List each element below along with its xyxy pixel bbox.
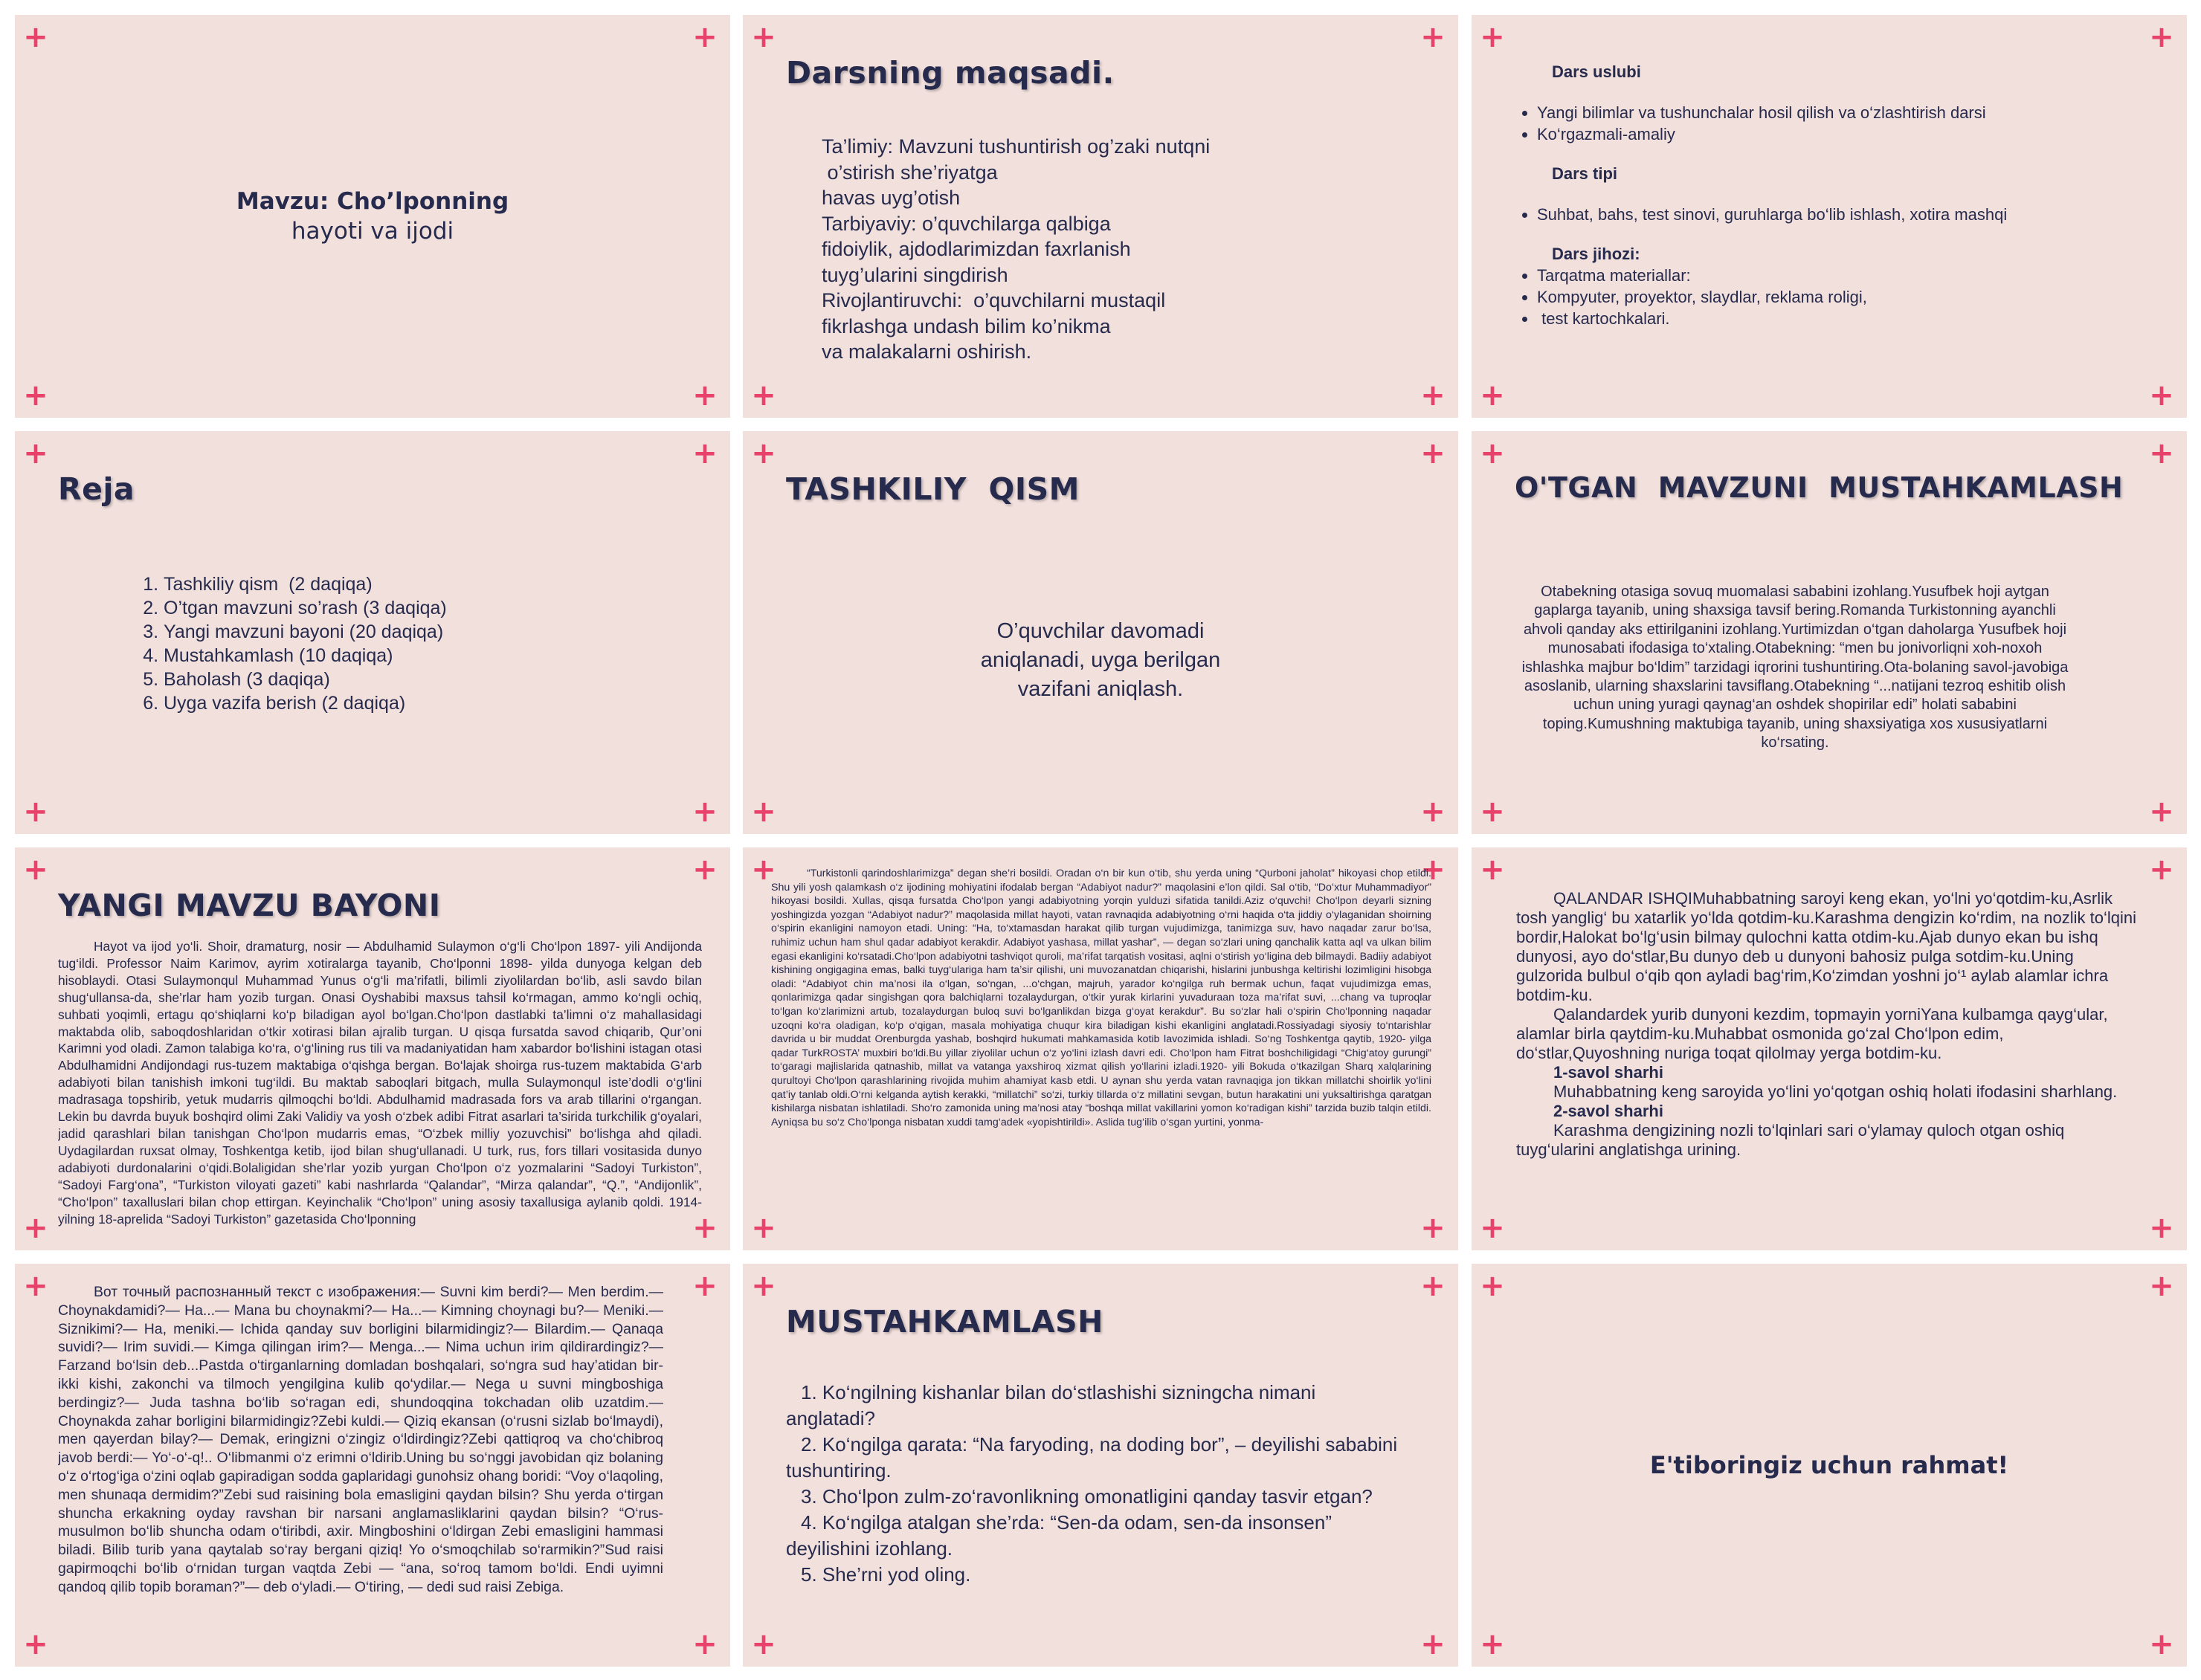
plan-item: 6. Uyga vazifa berish (2 daqiqa)	[164, 691, 447, 715]
plus-icon: +	[2149, 1269, 2174, 1303]
slide-11	[743, 1264, 1458, 1667]
slide-10	[15, 1264, 730, 1667]
plus-icon: +	[1480, 795, 1505, 829]
plan-item: 3. Yangi mavzuni bayoni (20 daqiqa)	[164, 620, 447, 644]
slide-body	[58, 1283, 663, 1655]
section-heading: Dars uslubi	[1552, 62, 1641, 81]
plus-icon: +	[751, 1269, 776, 1303]
plus-icon: +	[692, 1269, 718, 1303]
slide-body: Otabekning otasiga sovuq muomalasi sababini izohlang.Yusufbek hoji aytgan gaplarga tayanib, uning shaxsiga tavsif bering.Romanda Turkistonning ayanchli ahvoli qanday aks ettirilganini izohlang.Yurtimizdan o‘tgan daholarga Yusufbek hoji munosabati ifodasiga to‘xtaling.Otabekning: “men bu jonivorliqni xoh-noxoh ishlashka majbur bo‘ldim” tarzidagi iqrorini tushuntiring.Ota-bolaning savol-javobiga asoslanib, ularning shaxslarini tavsiflang.Otabekning “...natijani tezroq eshitib olish uchun uning yuragi qaynag‘an oshdek shopirilar edi” holati sababini toping.Kumushning maktubiga tayanib, uning shaxsiyatiga xos xususiyatlarni ko‘rsating.	[1521, 584, 2069, 752]
plus-icon: +	[751, 795, 776, 829]
plus-icon: +	[1480, 1211, 1505, 1245]
slide-7	[15, 847, 730, 1250]
plus-icon: +	[751, 20, 776, 54]
plus-icon: +	[23, 1211, 48, 1245]
slide-title: Mavzu: Cho’lponning	[236, 188, 509, 215]
thank-you-text: E'tiboringiz uchun rahmat!	[1649, 1451, 2009, 1479]
plan-list	[134, 572, 447, 715]
plan-item: 5. Baholash (3 daqiqa)	[164, 668, 447, 691]
section-heading: Dars tipi	[1552, 164, 1618, 183]
plus-icon: +	[1420, 20, 1446, 54]
slide-title: Darsning maqsadi.	[786, 55, 1115, 91]
poem-paragraph: QALANDAR ISHQIMuhabbatning saroyi keng ekan, yo‘lni yo‘qotdim-ku,Asrlik tosh yanglig‘ bu xatarlik yo‘lda qotdim-ku.Karashma dengizin ko‘rdim, na nozlik to‘lqini bordir,Halokat bo‘lg‘usin bilmay qulochni katta otdim-ku.Ajab dunyo ekan bu ishq dunyosi, ayo do‘stlar,Bu dunyo deb u dunyoni bahosiz pulga sotdim-ku.Uning gulzorida bulbul o‘qib qon ayladi bag‘rim,Ko‘zimdan yoshni jo‘¹ aylab alamlar ichra botdim-ku.	[1516, 889, 2136, 1004]
plus-icon: +	[751, 1627, 776, 1661]
slide-3	[1472, 15, 2187, 418]
slide-12-content	[1472, 1264, 2187, 1667]
goal-line: o’stirish she’riyatga	[822, 161, 998, 184]
question-item: 1. Ko‘ngilning kishanlar bilan do‘stlashishi sizningcha nimani anglatadi?	[786, 1381, 1316, 1429]
question-label: 1-savol sharhi	[1553, 1063, 1663, 1082]
plus-icon: +	[692, 1211, 718, 1245]
plus-icon: +	[1420, 795, 1446, 829]
goal-line: Rivojlantiruvchi: o’quvchilarni mustaqil	[822, 289, 1166, 311]
list-item: • Ko‘rgazmali-amaliy	[1537, 123, 2007, 145]
poem-text	[1516, 889, 2141, 1160]
plus-icon: +	[751, 1211, 776, 1245]
body-line: O’quvchilar davomadi	[996, 619, 1205, 643]
body-text: Вот точный распознанный текст с изображения:— Suvni kim berdi?— Men berdim.— Choynakdamidi?— Ha...— Mana bu choynakmi?— Ha...— Kimning choynagi bu?— Meniki.— Siznikimi?— Ha, meniki.— Ichida qanday suv borligini bilarmidingiz?— Bilardim.— Qanaqa suvidi?— Irim suvidi.— Kimga qilingan irim?— Menga...— Nima uchun irim qildirardingiz?— Farzand bo‘lsin deb...Pastda o‘tirganlarning domladan boshqalari, so‘ngra sud hay’atidan bir-ikki kishi, zakonchi va tilmoch yengilgina kulib qo‘ydilar.— Nega u suvni mingboshiga berdingiz?— Juda tashna bo‘lib so‘ragan edi, shundoqqina tokchadan olib uzatdim.— Choynakda zahar borligini bilarmidingiz?Zebi kuldi.— Qiziq ekansan (o‘rusni sizlab bo‘lmaydi), men qayerdan bilay?— Demak, eringizni o‘zingiz o‘ldirdingiz?Zebi qattiqroq va cho‘chibroq javob berdi:— Yo‘-o‘-q!.. O‘libmanmi o‘z erimni o‘ldirib.Uning bu so‘nggi javobidan qiz bolaning o‘z o‘rtog‘iga o‘zini oqlab gapiradigan sodda gaplaridagi gunohsiz ohang boridi: “Voy o‘laqoling, men shunaqa dermidim?”Zebi sud raisining bola emasligini qaydan bilsin? Shu yerda o‘tirgan shuncha erkakning oyday ravshan bir narsani anglamasliklarini qaydan bilsin? “O‘rus-musulmon bo‘lib shuncha odam o‘tiribdi, axir. Mingboshini o‘ldirgan Zebi emasligini hammasi biladi. Bilib turib yana qaytalab so‘ray bergani qiziq! Yo o‘smoqchilab so‘rarmikin?”Sud raisi gapirmoqchi bo‘lib o‘rnidan turgan vaqtda Zebi — “ana, so‘roq tamom bo‘ldi. Endi uyimni qandoq qilib topib boraman?”— deb o‘yladi.— O‘tiring, — dedi sud raisi Zebiga.	[58, 1284, 663, 1595]
plus-icon: +	[1420, 853, 1446, 887]
body-text: “Turkistonli qarindoshlarimizga” degan she’ri bosildi. Oradan o‘n bir kun o‘tib, shu yerda uning “Qurboni jaholat” hikoyasi chop etildi. Shu yili yosh qalamkash o‘z ijodining mohiyatini ifodalab bergan “Adabiyot nadur?” maqolasini e’lon qildi. Sal o‘tib, “Do‘xtur Muhammadiyor” hikoyasi bosildi. Xullas, qisqa fursatda Cho‘lpon yangi adabiyotning yorqin yulduzi sifatida tanildi.Aziz o‘quvchi! Cho‘lpon deyarli sizning yoshingizda yozgan “Adabiyot nadur?” maqolasida millat hayoti, vatan ravnaqida adabiyotning o‘rni haqida o‘ta jiddiy o‘ylaganidan shoirning o‘spirin ekanligini namoyon etadi. Uning: “Ha, to‘xtamasdan harakat qilib turgan vujudimizga, tanimizga suv, havo naqadar zarur bo‘lsa, ruhimiz uchun ham shul qadar adabiyot kerakdir. Adabiyot yashasa, millat yashar”, — degan so‘zlari uning qanchalik katta aql va ulkan bilim egasi ekanligini ko‘rsatadi.Cho‘lpon adabiyotni tashviqot quroli, ma’rifat tarqatish vositasi, aqlni o‘stirish yo‘ligina deb bilmaydi. Badiiy adabiyot kishining ongigagina emas, balki tuyg‘ulariga ham ta’sir qilishi, uni muvozanatdan chiqarishi, hislarini junbushga keltirishi lozimligini hisobga oladi: “Adabiyot chin ma’nosi ila o‘lgan, so‘ngan, ...o‘chgan, majruh, yarador ko‘ngilga ruh bermak uchun, faqat vujudimizga emas, qonlarimizga qadar singishgan qora balchiqlarni tozalaydurgan, o‘tkir yurak kirlarini yuvaduraan toza ma’rifat suvi, ...chang va tuproqlar to‘lgan ko‘zlarimizni artub, tozalaydurgan buloq suvi bo‘lganlikdan bizga g‘oyat kerakdur”. Bu so‘zlar hali o‘spirin Cho‘lponning naqadar uzoqni ko‘ra oladigan, ko‘p o‘qigan, masala mohiyatiga chuqur kira biladigan kishi ekanligini anglatadi.Rossiyadagi siyosiy to‘ntarishlar davrida u bir muddat Orenburgda yashab, boshqird hukumati mahkamasida kotib lavozimida ishladi. So‘ng Toshkentga qaytib, 1920- yilga qadar TurkROSTA’ muxbiri bo‘ldi.Bu yillar ziyolilar uchun o‘z yo‘lini izlash davri edi. Cho‘lpon ham Fitrat boshchiligidagi “Chig‘atoy gurungi” to‘garagi majlislarida qatnashib, millat va vatanga yaxshiroq xizmat qilish yo‘llarini izladi.1920- yili Bokuda o‘tkazilgan Sharq xalqlarining qurultoyi Cho‘lpon qarashlarining rivojida muhim ahamiyat kasb etdi. U aynan shu yerda vatan ravnaqiga jon tikkan millatchi shoirlik yo‘lini qat’iy tanlab oldi.O‘rni kelganda aytish kerakki, “millatchi” so‘zi, turkiy tillarda o‘z millatini sevgan, butun harakatini uni yuksaltirishga qaratgan kishilarga nisbatan ishlatiladi. Sho‘ro zamonida uning ma’nosi atay “boshqa millat vakillarini yomon ko‘radigan kishi” tarzida buzib talqin etildi. Ayniqsa bu so‘z Cho‘lponga nisbatan xuddi tamg‘adek «yopishtirildi». Aslida tug‘ilib o‘sgan yurtini, yonma-	[771, 868, 1431, 1128]
plan-item: 4. Mustahkamlash (10 daqiqa)	[164, 644, 447, 668]
plus-icon: +	[692, 20, 718, 54]
plus-icon: +	[1480, 1269, 1505, 1303]
plus-icon: +	[751, 378, 776, 413]
slide-title: TASHKILIY QISM	[786, 471, 1080, 507]
list-item: • test kartochkalari.	[1537, 308, 2007, 329]
plus-icon: +	[2149, 436, 2174, 471]
list-item: • Suhbat, bahs, test sinovi, guruhlarga bo‘lib ishlash, xotira mashqi	[1537, 204, 2007, 225]
slide-6	[1472, 431, 2187, 834]
plus-icon: +	[2149, 795, 2174, 829]
plus-icon: +	[23, 378, 48, 413]
plus-icon: +	[692, 795, 718, 829]
plus-icon: +	[692, 436, 718, 471]
plus-icon: +	[2149, 853, 2174, 887]
uslub-list	[1512, 102, 2007, 145]
question-label: 2-savol sharhi	[1553, 1102, 1663, 1120]
slide-title: MUSTAHKAMLASH	[786, 1304, 1103, 1340]
goal-line: tuyg’ularini singdirish	[822, 263, 1008, 286]
plus-icon: +	[1480, 1627, 1505, 1661]
body-line: aniqlanadi, uyga berilgan	[980, 648, 1221, 672]
question-item: 2. Ko‘ngilga qarata: “Na faryoding, na doding bor”, – deyilishi sababini tushuntiring.	[786, 1433, 1398, 1482]
plus-icon: +	[2149, 378, 2174, 413]
slide-1-content	[15, 15, 730, 418]
question-item: 5. She’rni yod oling.	[801, 1563, 971, 1586]
plus-icon: +	[692, 853, 718, 887]
tipi-list	[1512, 204, 2007, 225]
slide-9	[1472, 847, 2187, 1250]
plus-icon: +	[1420, 436, 1446, 471]
slide-2	[743, 15, 1458, 418]
plan-item: 1. Tashkiliy qism (2 daqiqa)	[164, 572, 447, 596]
plus-icon: +	[692, 1627, 718, 1661]
plus-icon: +	[751, 436, 776, 471]
slide-1	[15, 15, 730, 418]
question-item: 3. Cho‘lpon zulm-zo‘ravonlikning omonatligini qanday tasvir etgan?	[801, 1485, 1373, 1508]
goal-line: Ta’limiy: Mavzuni tushuntirish og’zaki nutqni	[822, 135, 1211, 158]
plus-icon: +	[1480, 436, 1505, 471]
plus-icon: +	[1480, 378, 1505, 413]
plus-icon: +	[751, 853, 776, 887]
body-text: Hayot va ijod yo‘li. Shoir, dramaturg, nosir — Abdulhamid Sulaymon o‘g‘li Cho‘lpon 1897- yili Andijonda tug‘ildi. Professor Naim Karimov, ayrim xotiralarga tayanib, Cho‘lponni 1898- yilda dunyoga kelgan deb hisoblaydi. Otasi Sulaymonqul Muhammad Yunus o‘g‘li ma’rifatli, bilimli ziyolilardan bo‘lib, asli savdo bilan shug‘ullansa-da, she’rlar ham yozib turgan. Onasi Oyshabibi maxsus tahsil ko‘rmagan, ammo ko‘ngli ochiq, suhbati yoqimli, ertagu qo‘shiqlarni ko‘p biladigan ayol bo‘lgan.Cho‘lpon dastlabki ta’limni o‘z mahallasidagi maktabda olib, saboqdoshlaridan o‘tkir xotirasi bilan ajralib turgan. U qisqa fursatda savod chiqarib, Qur’oni Karimni yod oladi. Zamon talabiga ko‘ra, o‘g‘lining rus tili va madaniyatidan ham xabardor bo‘lishini istagan otasi Abdulhamidni Andijondagi rus-tuzem maktabiga o‘qishga bergan. Bo‘lajak shoirga rus-tuzem maktabida G‘arb adabiyoti bilan tanishish imkoni tug‘ildi. Bu maktab saboqlari bitgach, mulla Sulaymonqul iste’dodli o‘g‘lini madrasaga topshirib, yetuk mudarris qilmoqchi bo‘ldi. Abdulhamid madrasada fors va arab tillarini o‘rgangan. Lekin bu davrda buyuk boshqird olimi Zaki Validiy va yosh o‘zbek adibi Fitrat asarlari ta’sirida turkchilik g‘oyalari, jadid qarashlari bilan tanishgan Cho‘lpon mudarris emas, “O‘zbek milliy yozuvchisi” bo‘lishga ahd qiladi. Uydagilardan ruxsat olmay, Toshkentga ketib, ijod bilan shug‘ullanadi. U turk, rus, fors tillari vositasida dunyo adabiyoti durdonalarini o‘qidi.Bolaligidan she’rlar yozib yurgan Cho‘lpon o‘z yozmalarini “Sadoyi Turkiston”, “Sadoyi Farg‘ona”, “Turkiston viloyati gazeti” kabi nashrlarda “Qalandar”, “Mirza qalandar”, “Q.”, “Andijonlik”, “Cho‘lpon” taxalluslari bilan chop ettirgan. Keyinchalik “Cho‘lpon” uning asosiy taxallusiga aylanib qoldi. 1914- yilning 18-aprelida “Sadoyi Turkiston” gazetasida Cho‘lponning	[58, 939, 702, 1227]
question-text: Karashma dengizining nozli to‘lqinlari sari o‘ylamay quloch otgan oshiq tuyg‘ularini anglatishga urining.	[1516, 1121, 2065, 1159]
section-heading: Dars jihozi:	[1552, 245, 1640, 263]
plus-icon: +	[2149, 1627, 2174, 1661]
poem-paragraph: Qalandardek yurib dunyoni kezdim, topmayin yorniYana kulbamga qayg‘ular, alamlar birla qaytdim-ku.Muhabbat osmonida go‘zal Cho‘lpon edim, do‘stlar,Quyoshning nuriga toqat qilolmay yerga botdim-ku.	[1516, 1005, 2108, 1062]
slide-12	[1472, 1264, 2187, 1667]
plus-icon: +	[1480, 20, 1505, 54]
plus-icon: +	[23, 853, 48, 887]
slide-5	[743, 431, 1458, 834]
goal-line: va malakalarni oshirish.	[822, 340, 1032, 363]
plus-icon: +	[1420, 1627, 1446, 1661]
plus-icon: +	[23, 436, 48, 471]
goal-line: Tarbiyaviy: o’quvchilarga qalbiga	[822, 212, 1111, 235]
plus-icon: +	[1420, 1211, 1446, 1245]
slide-4	[15, 431, 730, 834]
plus-icon: +	[1420, 1269, 1446, 1303]
goals-text	[822, 134, 1210, 365]
plus-icon: +	[23, 20, 48, 54]
questions	[786, 1380, 1403, 1588]
plus-icon: +	[23, 1269, 48, 1303]
lesson-info	[1512, 61, 2007, 329]
body-line: vazifani aniqlash.	[1017, 677, 1184, 701]
plus-icon: +	[23, 1627, 48, 1661]
slide-title: YANGI MAVZU BAYONI	[58, 888, 441, 923]
plus-icon: +	[23, 795, 48, 829]
goal-line: havas uyg’otish	[822, 187, 961, 209]
question-item: 4. Ko‘ngilga atalgan she’rda: “Sen-da odam, sen-da insonsen” deyilishini izohlang.	[786, 1511, 1332, 1560]
question-text: Muhabbatning keng saroyida yo‘lini yo‘qotgan oshiq holati ifodasini sharhlang.	[1553, 1082, 2118, 1101]
list-item: • Kompyuter, proyektor, slaydlar, reklama roligi,	[1537, 286, 2007, 308]
plus-icon: +	[2149, 1211, 2174, 1245]
plus-icon: +	[1420, 378, 1446, 413]
goal-line: fidoiylik, ajdodlarimizdan faxrlanish	[822, 238, 1131, 260]
slide-title: O'TGAN MAVZUNI MUSTAHKAMLASH	[1515, 471, 2124, 504]
plan-item: 2. O’tgan mavzuni so’rash (3 daqiqa)	[164, 596, 447, 620]
plus-icon: +	[1480, 853, 1505, 887]
plus-icon: +	[2149, 20, 2174, 54]
list-item: • Yangi bilimlar va tushunchalar hosil qilish va o‘zlashtirish darsi	[1537, 102, 2007, 123]
slide-8	[743, 847, 1458, 1250]
slide-body	[743, 617, 1458, 704]
plus-icon: +	[692, 378, 718, 413]
goal-line: fikrlashga undash bilim ko’nikma	[822, 314, 1111, 337]
slide-title: Reja	[58, 471, 135, 507]
slide-subtitle: hayoti va ijodi	[291, 218, 454, 245]
list-item: • Tarqatma materiallar:	[1537, 265, 2007, 286]
jihoz-list	[1512, 265, 2007, 329]
slide-body	[58, 938, 702, 1243]
slide-body	[771, 867, 1431, 1238]
